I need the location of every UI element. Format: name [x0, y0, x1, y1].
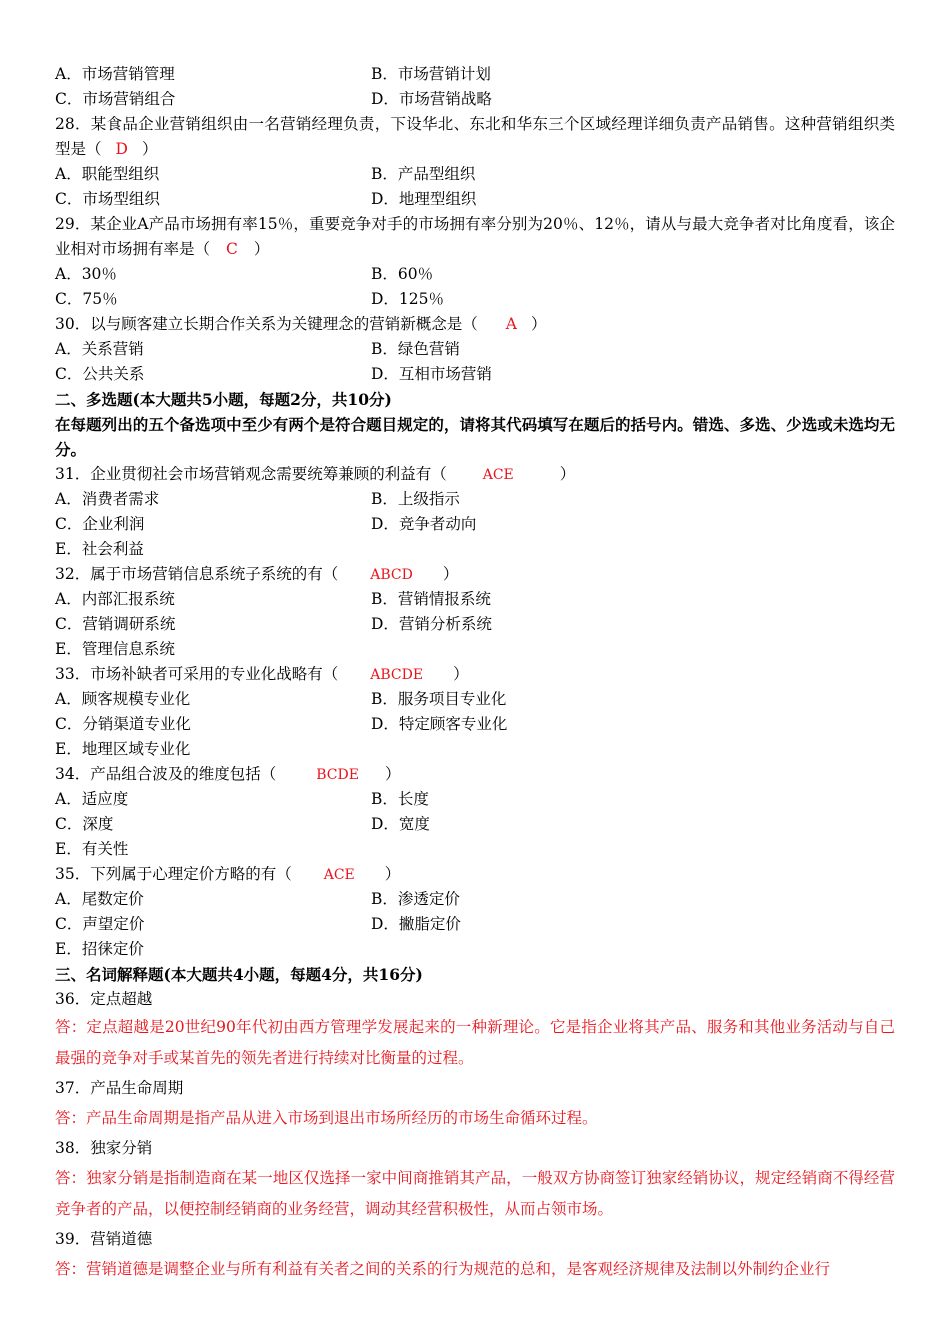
answer-mark: BCDE: [316, 767, 359, 783]
options-row: [55, 487, 895, 512]
section-2-title: 二、多选题(本大题共5小题，每题2分，共10分): [55, 390, 392, 409]
options-row: [55, 912, 895, 937]
option-a: A．职能型组织: [55, 165, 160, 183]
option-e: E．地理区域专业化: [55, 740, 191, 758]
option-a: A．尾数定价: [55, 890, 144, 908]
options-row: [55, 187, 895, 212]
option-a: A．消费者需求: [55, 490, 160, 508]
options-row: [55, 587, 895, 612]
options-row: [55, 637, 895, 662]
option-d: D．特定顾客专业化: [371, 715, 508, 733]
question-stem: 29．某企业A产品市场拥有率15％，重要竞争对手的市场拥有率分别为20％、12％，请从与最大竞争者对比角度看，该企业相对市场拥有率是（: [55, 215, 895, 258]
section-2-instruction: 在每题列出的五个备选项中至少有两个是符合题目规定的，请将其代码填写在题后的括号内。错选、多选、少选或未选均无分。: [55, 415, 895, 459]
option-c: C．公共关系: [55, 365, 145, 383]
question-31: [55, 462, 895, 487]
option-d: D．营销分析系统: [371, 615, 492, 633]
options-row: [55, 612, 895, 637]
close-paren: ）: [384, 765, 401, 783]
question-33: [55, 662, 895, 687]
section-3-title: 三、名词解释题(本大题共4小题，每题4分，共16分): [55, 965, 423, 984]
option-d: D．地理型组织: [371, 190, 477, 208]
option-d: D．竞争者动向: [371, 515, 477, 533]
option-c: C．市场型组织: [55, 190, 160, 208]
options-row: [55, 162, 895, 187]
close-paren: ）: [530, 315, 547, 333]
question-stem: 32．属于市场营销信息系统子系统的有（: [55, 565, 339, 583]
option-a: A．关系营销: [55, 340, 144, 358]
question-29: [55, 212, 895, 262]
options-row: [55, 87, 895, 112]
options-row: [55, 687, 895, 712]
option-a: A．内部汇报系统: [55, 590, 175, 608]
close-paren: ）: [253, 240, 270, 258]
question-stem: 35．下列属于心理定价方略的有（: [55, 865, 292, 883]
question-37-answer: 答：产品生命周期是指产品从进入市场到退出市场所经历的市场生命循环过程。: [55, 1109, 598, 1127]
question-35: [55, 862, 895, 887]
option-c: C．市场营销组合: [55, 90, 176, 108]
option-e: E．管理信息系统: [55, 640, 175, 658]
option-d: D．市场营销战略: [371, 90, 492, 108]
option-c: C．75％: [55, 290, 118, 308]
option-d: D．宽度: [371, 815, 430, 833]
question-36-answer: 答：定点超越是20世纪90年代初由西方管理学发展起来的一种新理论。它是指企业将其产品、服务和其他业务活动与自己最强的竞争对手或某首先的领先者进行持续对比衡量的过程。: [55, 1018, 895, 1067]
option-c: C．深度: [55, 815, 114, 833]
question-34: [55, 762, 895, 787]
question-36-term: 36．定点超越: [55, 990, 153, 1008]
options-row: [55, 512, 895, 537]
option-d: D．互相市场营销: [371, 365, 492, 383]
option-b: B．绿色营销: [371, 340, 460, 358]
option-d: D．125％: [371, 290, 445, 308]
question-30: [55, 312, 895, 337]
close-paren: ）: [453, 665, 469, 683]
question-stem: 31．企业贯彻社会市场营销观念需要统筹兼顾的利益有（: [55, 465, 447, 483]
question-38-answer: 答：独家分销是指制造商在某一地区仅选择一家中间商推销其产品，一般双方协商签订独家经销协议，规定经销商不得经营竞争者的产品，以便控制经销商的业务经营，调动其经营积极性，从而占领市场。: [55, 1169, 895, 1218]
close-paren: ）: [141, 140, 158, 158]
option-e: E．有关性: [55, 840, 129, 858]
option-b: B．长度: [371, 790, 429, 808]
answer-mark: D: [115, 140, 128, 158]
question-39-term: 39．营销道德: [55, 1230, 153, 1248]
option-b: B．市场营销计划: [371, 65, 491, 83]
question-32: [55, 562, 895, 587]
exam-document: [55, 62, 895, 1285]
answer-mark: A: [505, 315, 517, 333]
option-b: B．上级指示: [371, 490, 460, 508]
option-e: E．社会利益: [55, 540, 144, 558]
option-b: B．服务项目专业化: [371, 690, 507, 708]
options-row: [55, 337, 895, 362]
question-37-term: 37．产品生命周期: [55, 1079, 184, 1097]
option-c: C．营销调研系统: [55, 615, 176, 633]
answer-mark: ACE: [323, 867, 355, 883]
answer-mark: ACE: [482, 467, 514, 483]
option-b: B．营销情报系统: [371, 590, 491, 608]
answer-mark: C: [226, 240, 238, 258]
options-row: [55, 812, 895, 837]
option-a: A．30％: [55, 265, 117, 283]
question-38-term: 38．独家分销: [55, 1139, 153, 1157]
option-c: C．企业利润: [55, 515, 145, 533]
option-a: A．市场营销管理: [55, 65, 175, 83]
options-row: [55, 62, 895, 87]
option-c: C．分销渠道专业化: [55, 715, 191, 733]
option-a: A．顾客规模专业化: [55, 690, 191, 708]
options-row: [55, 787, 895, 812]
question-stem: 28．某食品企业营销组织由一名营销经理负责，下设华北、东北和华东三个区域经理详细负责产品销售。这种营销组织类型是（: [55, 115, 895, 158]
question-39-answer: 答：营销道德是调整企业与所有利益有关者之间的关系的行为规范的总和，是客观经济规律及法制以外制约企业行: [55, 1260, 831, 1278]
option-b: B．产品型组织: [371, 165, 476, 183]
question-stem: 30．以与顾客建立长期合作关系为关键理念的营销新概念是（: [55, 315, 478, 333]
question-stem: 33．市场补缺者可采用的专业化战略有（: [55, 665, 339, 683]
options-row: [55, 537, 895, 562]
options-row: [55, 887, 895, 912]
options-row: [55, 837, 895, 862]
options-row: [55, 287, 895, 312]
options-row: [55, 712, 895, 737]
option-b: B．60％: [371, 265, 434, 283]
option-a: A．适应度: [55, 790, 129, 808]
options-row: [55, 362, 895, 387]
close-paren: ）: [384, 865, 401, 883]
options-row: [55, 262, 895, 287]
option-e: E．招徕定价: [55, 940, 144, 958]
question-stem: 34．产品组合波及的维度包括（: [55, 765, 277, 783]
close-paren: ）: [442, 565, 459, 583]
option-b: B．渗透定价: [371, 890, 460, 908]
answer-mark: ABCDE: [370, 667, 424, 683]
options-row: [55, 737, 895, 762]
option-c: C．声望定价: [55, 915, 145, 933]
close-paren: ）: [559, 465, 576, 483]
options-row: [55, 937, 895, 962]
answer-mark: ABCD: [370, 567, 413, 583]
question-28: [55, 112, 895, 162]
option-d: D．撇脂定价: [371, 915, 461, 933]
